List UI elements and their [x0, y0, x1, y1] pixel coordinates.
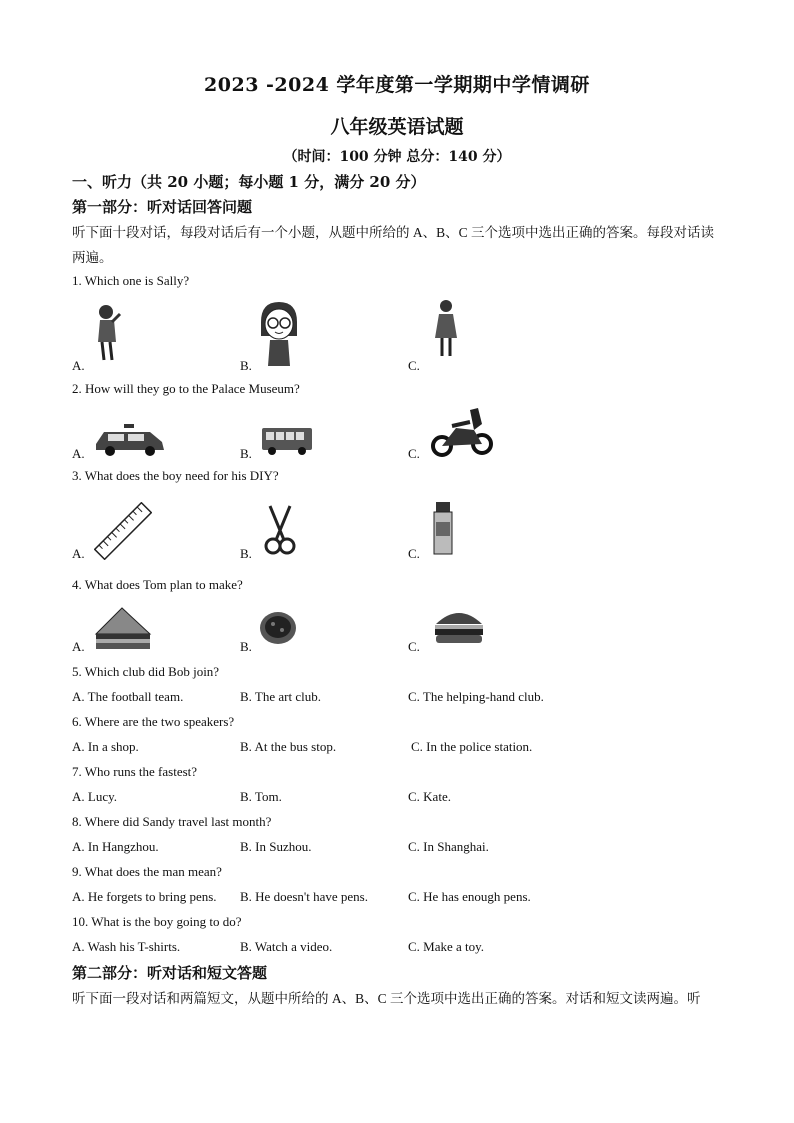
exam-info: （时间：100 分钟 总分：140 分） — [283, 149, 511, 165]
girl-standing-icon — [432, 298, 460, 364]
q1-option-a: A. — [72, 358, 85, 373]
girl-thinking-icon — [92, 302, 126, 370]
q3-option-a: A. — [72, 546, 85, 561]
hamburger-icon — [432, 606, 486, 650]
q7-option-b: B. Tom. — [240, 789, 282, 804]
ruler-icon — [94, 502, 152, 564]
bus-icon — [260, 424, 314, 460]
q4-option-c: C. — [408, 639, 420, 654]
question-1: 1. Which one is Sally? — [72, 273, 190, 288]
question-4: 4. What does Tom plan to make? — [72, 577, 243, 592]
q4-option-a: A. — [72, 639, 85, 654]
question-7: 7. Who runs the fastest? — [72, 764, 198, 779]
q10-option-a: A. Wash his T-shirts. — [72, 939, 181, 954]
q7-option-c: C. Kate. — [408, 789, 451, 804]
q9-option-c: C. He has enough pens. — [408, 889, 531, 904]
scissors-icon — [262, 504, 298, 560]
q4-option-b: B. — [240, 639, 252, 654]
q2-option-c: C. — [408, 446, 420, 461]
q2-option-a: A. — [72, 446, 85, 461]
q1-option-c: C. — [408, 358, 420, 373]
q8-option-b: B. In Suzhou. — [240, 839, 312, 854]
question-9: 9. What does the man mean? — [72, 864, 222, 879]
question-3: 3. What does the boy need for his DIY? — [72, 468, 279, 483]
q5-option-a: A. The football team. — [72, 689, 184, 704]
question-6: 6. Where are the two speakers? — [72, 714, 235, 729]
taxi-icon — [92, 422, 168, 460]
part1-heading: 第一部分：听对话回答问题 — [72, 198, 253, 216]
question-5: 5. Which club did Bob join? — [72, 664, 220, 679]
exam-subtitle: 八年级英语试题 — [330, 116, 464, 138]
q9-option-a: A. He forgets to bring pens. — [72, 889, 217, 904]
part2-heading: 第二部分：听对话和短文答题 — [72, 964, 268, 982]
part1-instructions: 听下面十段对话，每段对话后有一个小题，从题中所给的 A、B、C 三个选项中选出正确的答案。每段对话读两遍。 — [72, 225, 715, 265]
section-heading-listening: 一、听力（共 20 小题；每小题 1 分，满分 20 分） — [72, 173, 426, 191]
q6-option-c: C. In the police station. — [411, 739, 533, 754]
girl-glasses-icon — [258, 300, 300, 372]
q8-option-a: A. In Hangzhou. — [72, 839, 159, 854]
glue-stick-icon — [430, 500, 456, 560]
sandwich-icon — [92, 604, 154, 656]
exam-title: 2023 -2024 学年度第一学期期中学情调研 — [204, 74, 590, 96]
q10-option-c: C. Make a toy. — [408, 939, 485, 954]
q7-option-a: A. Lucy. — [72, 789, 118, 804]
question-8: 8. Where did Sandy travel last month? — [72, 814, 272, 829]
question-2: 2. How will they go to the Palace Museum? — [72, 381, 300, 396]
q3-option-c: C. — [408, 546, 420, 561]
part2-instructions: 听下面一段对话和两篇短文，从题中所给的 A、B、C 三个选项中选出正确的答案。对话和短文读两遍。听 — [72, 991, 701, 1006]
q5-option-b: B. The art club. — [240, 689, 321, 704]
q9-option-b: B. He doesn't have pens. — [240, 889, 368, 904]
question-10: 10. What is the boy going to do? — [72, 914, 242, 929]
q6-option-b: B. At the bus stop. — [240, 739, 337, 754]
q10-option-b: B. Watch a video. — [240, 939, 333, 954]
motorbike-icon — [430, 404, 494, 462]
q6-option-a: A. In a shop. — [72, 739, 139, 754]
q1-option-b: B. — [240, 358, 252, 373]
q3-option-b: B. — [240, 546, 252, 561]
q2-option-b: B. — [240, 446, 252, 461]
egg-tart-icon — [258, 608, 298, 652]
q5-option-c: C. The helping-hand club. — [408, 689, 544, 704]
q8-option-c: C. In Shanghai. — [408, 839, 489, 854]
